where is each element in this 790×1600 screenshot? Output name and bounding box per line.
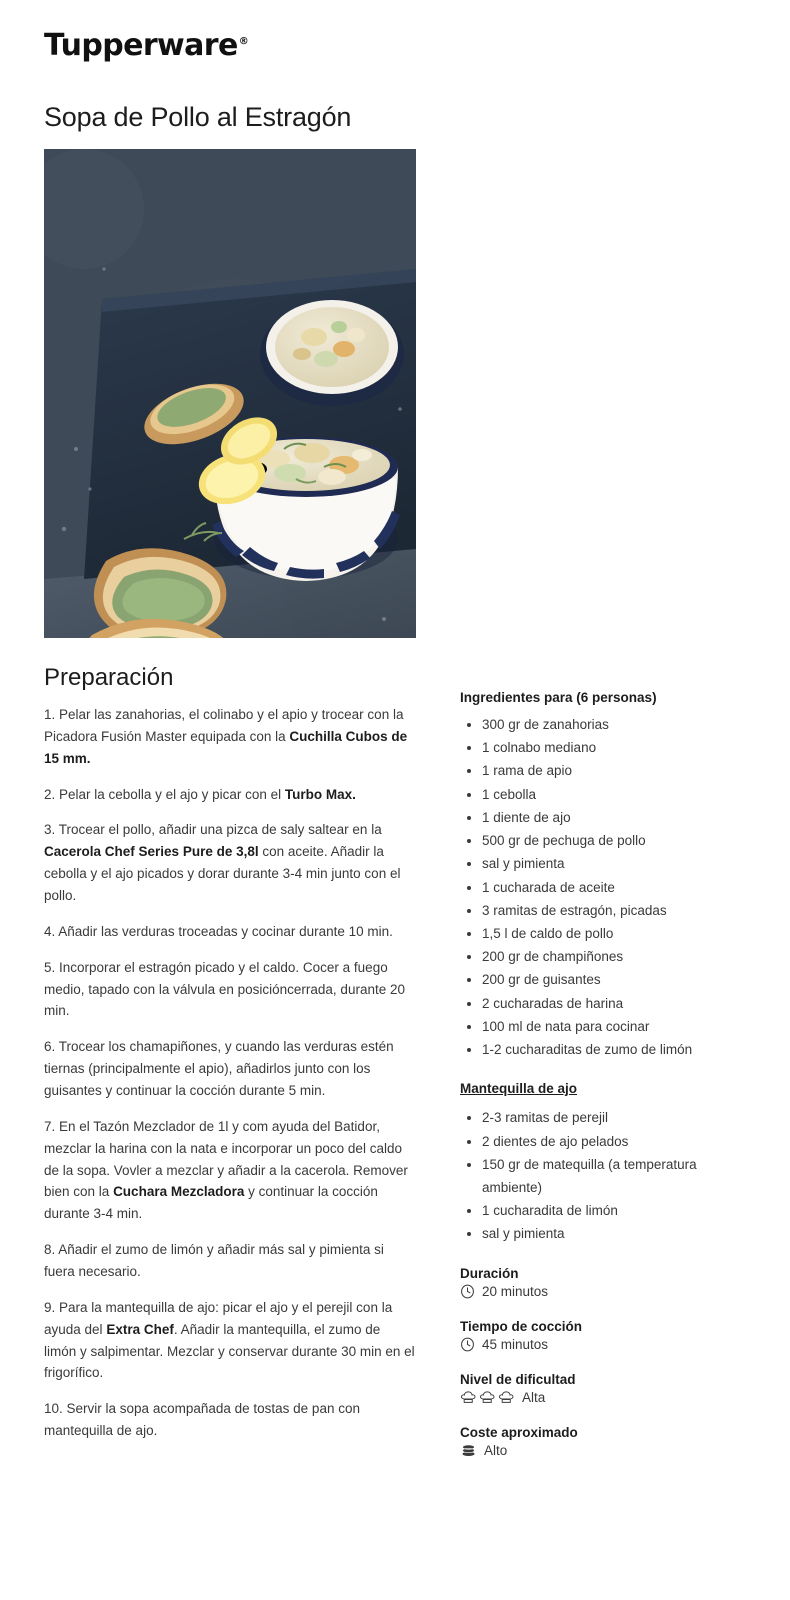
cooking-time-row: [460, 1337, 746, 1352]
recipe-photo-illustration: [44, 149, 416, 638]
difficulty-rating: [460, 1390, 515, 1405]
preparation-step: [44, 704, 416, 770]
ingredients-heading: Ingredientes para (6 personas): [460, 690, 657, 705]
list-item: • 200 gr de guisantes: [482, 968, 746, 991]
cost-label: Coste aproximado: [460, 1424, 578, 1440]
difficulty-row: [460, 1390, 746, 1405]
ingredients-column: [460, 664, 746, 1458]
difficulty-value: Alta: [522, 1389, 546, 1405]
step-text-post: y continuar la cocción durante 3-4 min.: [44, 1184, 378, 1222]
clock-icon: [460, 1337, 475, 1352]
duration-label: Duración: [460, 1265, 519, 1281]
list-item: • 3 ramitas de estragón, picadas: [482, 899, 746, 922]
clock-icon: [460, 1284, 475, 1299]
chef-hat-icon: [479, 1390, 496, 1405]
list-item: • 2-3 ramitas de perejil: [482, 1106, 746, 1129]
preparation-step: [44, 957, 416, 1023]
step-text-post: . Añadir la mantequilla, el zumo de limón y salpimentar. Mezclar y conservar durante 30 min en el frigorífico.: [44, 1321, 415, 1381]
step-number: 8.: [44, 1242, 59, 1258]
step-text-strong: Turbo Max.: [284, 786, 356, 802]
step-number: 3.: [44, 822, 59, 838]
cost-block: [460, 1425, 746, 1458]
step-text-strong: Extra Chef: [106, 1321, 174, 1337]
step-number: 5.: [44, 959, 60, 975]
difficulty-label: Nivel de dificultad: [460, 1371, 576, 1387]
duration-value: 20 minutos: [482, 1283, 549, 1299]
step-text-pre: Añadir las verduras troceadas y cocinar durante 10 min.: [58, 923, 393, 939]
difficulty-block: [460, 1372, 746, 1405]
preparation-step: [44, 1116, 416, 1225]
cost-row: [460, 1443, 746, 1458]
list-item: • 1 cucharadita de limón: [482, 1199, 746, 1222]
step-text-pre: Para la mantequilla de ajo: picar el ajo y el perejil con la ayuda del: [44, 1299, 393, 1337]
step-text-pre: Trocear los chamapiñones, y cuando las verduras estén tiernas (principalmente el apio), añadirlos junto con los guisantes y continuar la cocción durante 5 min.: [44, 1039, 394, 1099]
garlic-butter-list: [460, 1106, 746, 1245]
registered-mark: ®: [238, 36, 249, 47]
step-text-pre: Pelar la cebolla y el ajo y picar con el: [59, 786, 285, 802]
step-text-pre: Trocear el pollo, añadir una pizca de saly saltear en la: [58, 822, 382, 838]
step-text-strong: Cuchilla Cubos de 15 mm.: [44, 728, 408, 766]
chef-hat-icon: [498, 1390, 515, 1405]
step-number: 9.: [44, 1299, 60, 1315]
preparation-column: [44, 664, 416, 1456]
preparation-step: [44, 1297, 416, 1384]
list-item: • 1 cucharada de aceite: [482, 876, 746, 899]
duration-row: [460, 1284, 746, 1299]
step-text-pre: Servir la sopa acompañada de tostas de pan con mantequilla de ajo.: [44, 1401, 360, 1439]
step-text-pre: Pelar las zanahorias, el colinabo y el apio y trocear con la Picadora Fusión Master equipada con la: [44, 707, 404, 744]
chef-hat-icon: [460, 1390, 477, 1405]
list-item: • 2 dientes de ajo pelados: [482, 1130, 746, 1153]
list-item: • 1,5 l de caldo de pollo: [482, 922, 746, 945]
brand-name: Tupperware: [44, 28, 238, 63]
list-item: • 300 gr de zanahorias: [482, 713, 746, 736]
preparation-step: [44, 819, 416, 906]
coins-icon: [460, 1443, 477, 1458]
brand-header: [44, 0, 746, 72]
list-item: • 1 diente de ajo: [482, 806, 746, 829]
ingredients-list: [460, 713, 746, 1061]
step-number: 2.: [44, 786, 60, 802]
list-item: • 1-2 cucharaditas de zumo de limón: [482, 1038, 746, 1061]
preparation-step: [44, 1398, 416, 1442]
list-item: • 200 gr de champiñones: [482, 945, 746, 968]
list-item: • 100 ml de nata para cocinar: [482, 1015, 746, 1038]
preparation-step: [44, 1239, 416, 1283]
list-item: • 1 rama de apio: [482, 759, 746, 782]
step-number: 7.: [44, 1118, 60, 1134]
list-item: • 1 colnabo mediano: [482, 736, 746, 759]
list-item: • 150 gr de matequilla (a temperatura ambiente): [482, 1153, 746, 1199]
cooking-time-label: Tiempo de cocción: [460, 1318, 583, 1334]
step-text-post: con aceite. Añadir la cebolla y el ajo picados y dorar durante 3-4 min junto con el pollo.: [44, 844, 401, 904]
list-item: • 500 gr de pechuga de pollo: [482, 829, 746, 852]
cooking-time-block: [460, 1319, 746, 1352]
list-item: • sal y pimienta: [482, 852, 746, 875]
step-text-strong: Cacerola Chef Series Pure de 3,8l: [44, 844, 259, 860]
list-item: • sal y pimienta: [482, 1222, 746, 1245]
duration-block: [460, 1266, 746, 1299]
list-item: • 2 cucharadas de harina: [482, 992, 746, 1015]
step-number: 4.: [44, 923, 59, 939]
preparation-steps: [44, 704, 416, 1442]
recipe-body: [44, 664, 746, 1458]
page-title: Sopa de Pollo al Estragón: [44, 102, 352, 132]
garlic-butter-heading: Mantequilla de ajo: [460, 1081, 578, 1097]
step-text-pre: En el Tazón Mezclador de 1l y com ayuda del Batidor, mezclar la harina con la nata e incorporar un poco del caldo de la sopa. Vovler a mezclar y añadir a la cacerola. Remover bien con la: [44, 1118, 408, 1200]
step-number: 10.: [44, 1401, 67, 1417]
step-text-pre: Añadir el zumo de limón y añadir más sal y pimienta si fuera necesario.: [44, 1242, 384, 1280]
preparation-heading: Preparación: [44, 664, 174, 691]
step-text-strong: Cuchara Mezcladora: [113, 1184, 245, 1200]
preparation-step: [44, 1036, 416, 1102]
step-text-pre: Incorporar el estragón picado y el caldo. Cocer a fuego medio, tapado con la válvula en posicióncerrada, durante 20 min.: [44, 959, 405, 1019]
list-item: • 1 cebolla: [482, 783, 746, 806]
tupperware-logo: [44, 28, 248, 63]
preparation-step: [44, 784, 416, 806]
cooking-time-value: 45 minutos: [482, 1336, 549, 1352]
recipe-photo: [44, 149, 416, 638]
step-number: 6.: [44, 1039, 59, 1055]
cost-value: Alto: [484, 1442, 508, 1458]
step-number: 1.: [44, 707, 60, 722]
preparation-step: [44, 921, 416, 943]
